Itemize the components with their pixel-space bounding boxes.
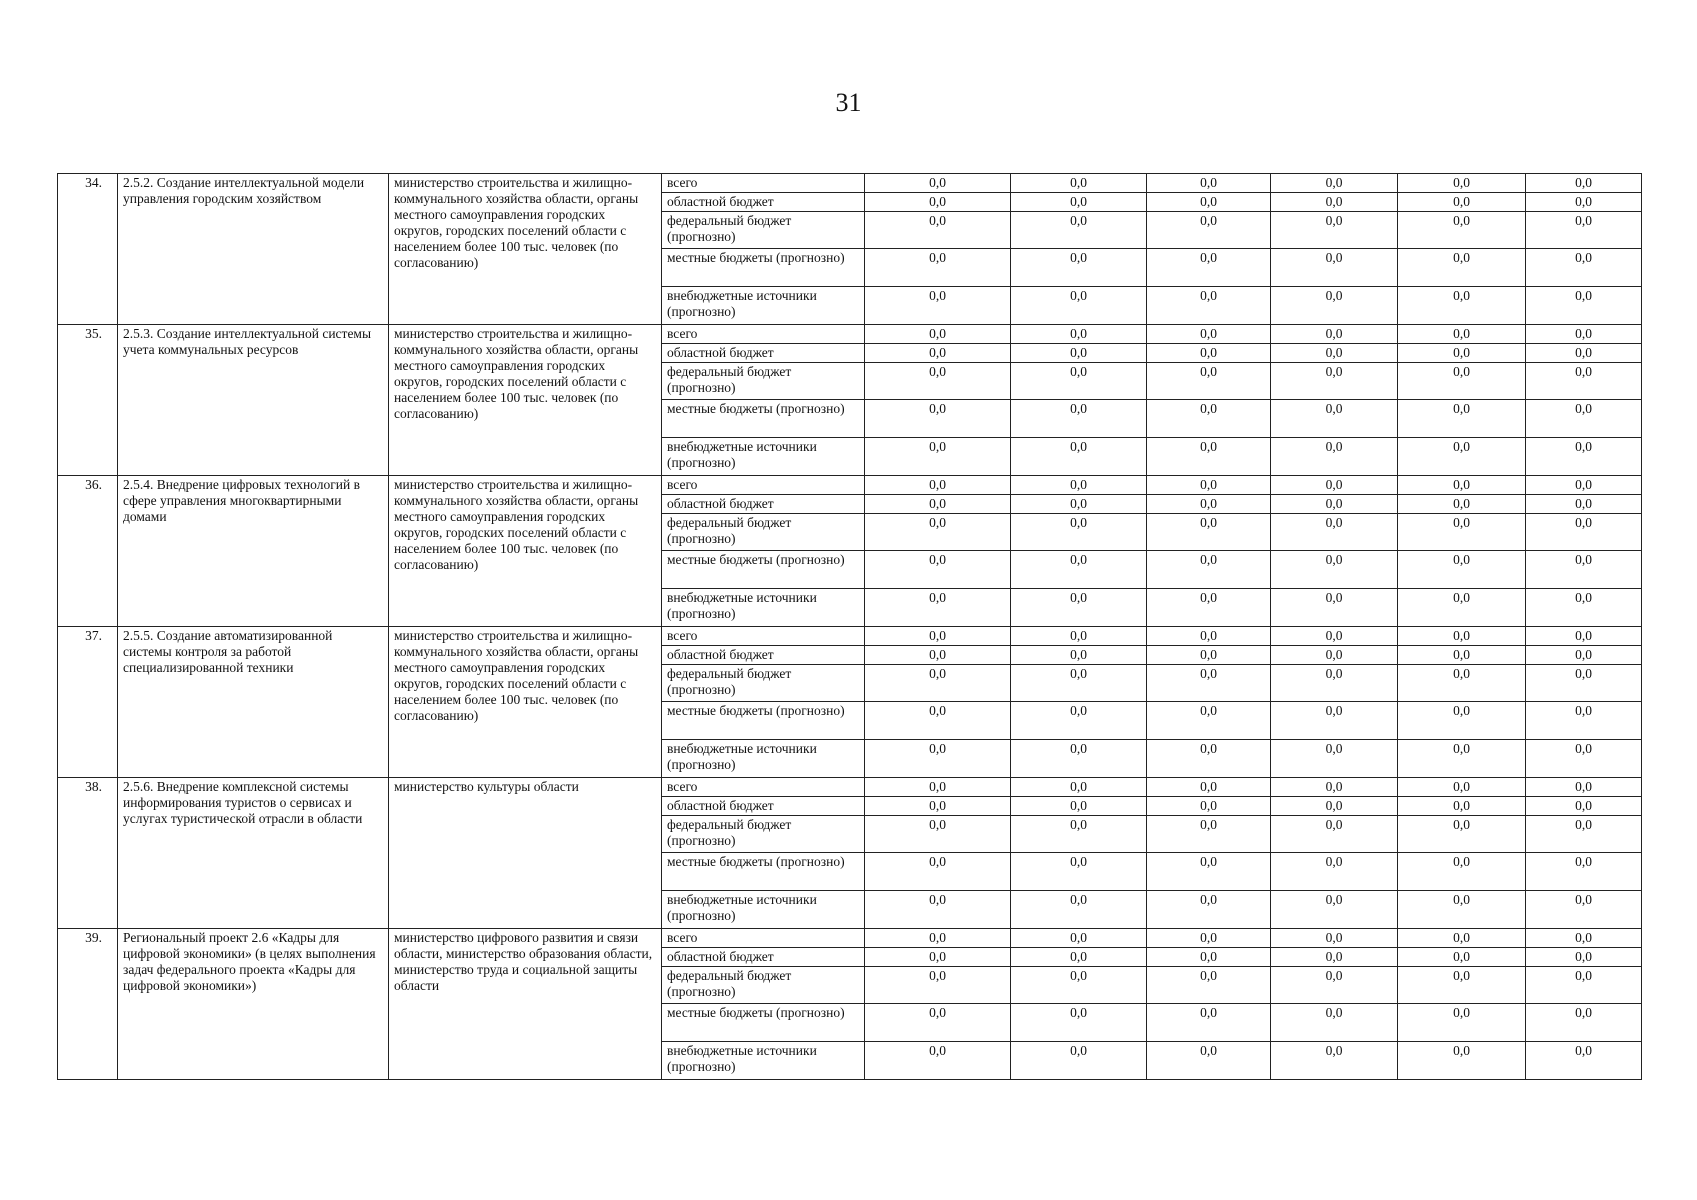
funding-value: 0,0 (1271, 646, 1398, 665)
funding-value: 0,0 (1147, 551, 1271, 589)
funding-value: 0,0 (1271, 929, 1398, 948)
funding-value: 0,0 (1398, 495, 1526, 514)
funding-value: 0,0 (1271, 702, 1398, 740)
funding-value: 0,0 (1147, 344, 1271, 363)
funding-value: 0,0 (1398, 476, 1526, 495)
table-row (58, 476, 1642, 495)
row-number: 39. (58, 929, 118, 1080)
row-number: 38. (58, 778, 118, 929)
funding-value: 0,0 (1526, 929, 1642, 948)
funding-value: 0,0 (1011, 249, 1147, 287)
funding-value: 0,0 (1271, 740, 1398, 778)
funding-value: 0,0 (865, 514, 1011, 551)
funding-value: 0,0 (1011, 325, 1147, 344)
funding-value: 0,0 (1526, 400, 1642, 438)
funding-source: внебюджетные источники (прогнозно) (662, 1042, 865, 1080)
funding-value: 0,0 (865, 325, 1011, 344)
funding-value: 0,0 (1526, 249, 1642, 287)
funding-value: 0,0 (1398, 363, 1526, 400)
funding-value: 0,0 (1398, 400, 1526, 438)
funding-value: 0,0 (865, 589, 1011, 627)
funding-value: 0,0 (865, 212, 1011, 249)
funding-value: 0,0 (1147, 495, 1271, 514)
funding-value: 0,0 (1526, 778, 1642, 797)
row-number: 34. (58, 174, 118, 325)
funding-source: всего (662, 627, 865, 646)
funding-value: 0,0 (1011, 174, 1147, 193)
funding-value: 0,0 (1147, 438, 1271, 476)
funding-value: 0,0 (865, 797, 1011, 816)
funding-value: 0,0 (1011, 665, 1147, 702)
funding-value: 0,0 (1398, 967, 1526, 1004)
funding-value: 0,0 (1147, 589, 1271, 627)
funding-value: 0,0 (1526, 702, 1642, 740)
funding-value: 0,0 (1398, 816, 1526, 853)
funding-value: 0,0 (1011, 400, 1147, 438)
funding-value: 0,0 (1147, 476, 1271, 495)
funding-value: 0,0 (1526, 816, 1642, 853)
funding-value: 0,0 (1398, 1042, 1526, 1080)
funding-table (57, 173, 1642, 1080)
row-number: 36. (58, 476, 118, 627)
funding-value: 0,0 (1271, 1042, 1398, 1080)
funding-source: федеральный бюджет (прогнозно) (662, 665, 865, 702)
funding-value: 0,0 (1011, 740, 1147, 778)
funding-value: 0,0 (1271, 193, 1398, 212)
funding-source: областной бюджет (662, 344, 865, 363)
funding-value: 0,0 (865, 193, 1011, 212)
funding-source: внебюджетные источники (прогнозно) (662, 287, 865, 325)
funding-value: 0,0 (1398, 344, 1526, 363)
measure-name: 2.5.6. Внедрение комплексной системы информирования туристов о сервисах и услугах туристической отрасли в области (118, 778, 389, 929)
funding-value: 0,0 (1526, 287, 1642, 325)
funding-value: 0,0 (1398, 627, 1526, 646)
funding-source: местные бюджеты (прогнозно) (662, 853, 865, 891)
row-number: 37. (58, 627, 118, 778)
funding-value: 0,0 (1147, 891, 1271, 929)
funding-value: 0,0 (1011, 363, 1147, 400)
funding-value: 0,0 (1271, 627, 1398, 646)
measure-name: 2.5.5. Создание автоматизированной системы контроля за работой специализированной техники (118, 627, 389, 778)
funding-value: 0,0 (1271, 363, 1398, 400)
funding-value: 0,0 (1011, 797, 1147, 816)
funding-source: всего (662, 476, 865, 495)
funding-value: 0,0 (1011, 816, 1147, 853)
funding-value: 0,0 (1147, 665, 1271, 702)
funding-value: 0,0 (865, 344, 1011, 363)
funding-value: 0,0 (1271, 948, 1398, 967)
funding-value: 0,0 (1271, 325, 1398, 344)
funding-source: федеральный бюджет (прогнозно) (662, 212, 865, 249)
funding-source: внебюджетные источники (прогнозно) (662, 589, 865, 627)
funding-value: 0,0 (1526, 646, 1642, 665)
funding-value: 0,0 (865, 646, 1011, 665)
funding-value: 0,0 (1271, 853, 1398, 891)
row-number: 35. (58, 325, 118, 476)
funding-value: 0,0 (1526, 1004, 1642, 1042)
funding-source: всего (662, 929, 865, 948)
funding-value: 0,0 (865, 400, 1011, 438)
funding-value: 0,0 (865, 627, 1011, 646)
funding-source: федеральный бюджет (прогнозно) (662, 363, 865, 400)
funding-value: 0,0 (865, 853, 1011, 891)
funding-value: 0,0 (1271, 967, 1398, 1004)
funding-value: 0,0 (865, 929, 1011, 948)
funding-value: 0,0 (1398, 891, 1526, 929)
funding-value: 0,0 (1147, 1042, 1271, 1080)
funding-value: 0,0 (1011, 853, 1147, 891)
funding-source: областной бюджет (662, 646, 865, 665)
funding-value: 0,0 (1147, 646, 1271, 665)
page-number: 31 (835, 88, 862, 117)
funding-value: 0,0 (865, 363, 1011, 400)
funding-value: 0,0 (1147, 702, 1271, 740)
funding-value: 0,0 (1147, 853, 1271, 891)
responsible-executor: министерство строительства и жилищно-коммунального хозяйства области, органы местного самоуправления городских округов, городских поселений области с населением более 100 тыс. человек (по согласованию) (389, 174, 662, 325)
funding-value: 0,0 (1271, 816, 1398, 853)
funding-source: федеральный бюджет (прогнозно) (662, 816, 865, 853)
funding-value: 0,0 (1011, 646, 1147, 665)
funding-value: 0,0 (1526, 1042, 1642, 1080)
funding-value: 0,0 (1147, 363, 1271, 400)
funding-value: 0,0 (1526, 174, 1642, 193)
funding-value: 0,0 (1271, 174, 1398, 193)
funding-value: 0,0 (1271, 589, 1398, 627)
responsible-executor: министерство культуры области (389, 778, 662, 929)
funding-value: 0,0 (865, 948, 1011, 967)
funding-value: 0,0 (1271, 495, 1398, 514)
funding-value: 0,0 (1526, 344, 1642, 363)
table-row (58, 174, 1642, 193)
funding-value: 0,0 (1526, 514, 1642, 551)
funding-value: 0,0 (1526, 740, 1642, 778)
funding-source: местные бюджеты (прогнозно) (662, 702, 865, 740)
funding-value: 0,0 (865, 551, 1011, 589)
funding-value: 0,0 (865, 495, 1011, 514)
funding-value: 0,0 (1271, 778, 1398, 797)
funding-source: внебюджетные источники (прогнозно) (662, 438, 865, 476)
funding-value: 0,0 (1398, 646, 1526, 665)
funding-value: 0,0 (1147, 627, 1271, 646)
funding-value: 0,0 (1271, 212, 1398, 249)
funding-value: 0,0 (1011, 627, 1147, 646)
funding-value: 0,0 (1271, 476, 1398, 495)
funding-value: 0,0 (1271, 344, 1398, 363)
funding-source: местные бюджеты (прогнозно) (662, 400, 865, 438)
funding-value: 0,0 (1398, 702, 1526, 740)
funding-value: 0,0 (1011, 476, 1147, 495)
funding-value: 0,0 (1398, 514, 1526, 551)
funding-value: 0,0 (865, 1004, 1011, 1042)
funding-value: 0,0 (1011, 929, 1147, 948)
funding-value: 0,0 (1011, 438, 1147, 476)
funding-value: 0,0 (1011, 702, 1147, 740)
funding-source: всего (662, 778, 865, 797)
funding-value: 0,0 (1011, 551, 1147, 589)
funding-value: 0,0 (1271, 665, 1398, 702)
funding-source: областной бюджет (662, 495, 865, 514)
funding-value: 0,0 (1147, 174, 1271, 193)
funding-value: 0,0 (1526, 627, 1642, 646)
funding-value: 0,0 (865, 740, 1011, 778)
funding-value: 0,0 (865, 1042, 1011, 1080)
funding-value: 0,0 (1011, 967, 1147, 1004)
funding-value: 0,0 (1271, 438, 1398, 476)
funding-value: 0,0 (865, 174, 1011, 193)
funding-value: 0,0 (1147, 193, 1271, 212)
funding-source: областной бюджет (662, 797, 865, 816)
funding-value: 0,0 (1011, 948, 1147, 967)
funding-value: 0,0 (1398, 929, 1526, 948)
funding-source: всего (662, 325, 865, 344)
funding-value: 0,0 (1398, 249, 1526, 287)
funding-source: областной бюджет (662, 948, 865, 967)
funding-value: 0,0 (1398, 948, 1526, 967)
funding-value: 0,0 (1011, 891, 1147, 929)
measure-name: 2.5.4. Внедрение цифровых технологий в сфере управления многоквартирными домами (118, 476, 389, 627)
funding-value: 0,0 (1398, 174, 1526, 193)
funding-value: 0,0 (1526, 212, 1642, 249)
funding-value: 0,0 (1147, 287, 1271, 325)
funding-value: 0,0 (1011, 344, 1147, 363)
funding-value: 0,0 (865, 476, 1011, 495)
funding-value: 0,0 (1147, 816, 1271, 853)
funding-value: 0,0 (1398, 853, 1526, 891)
funding-value: 0,0 (1147, 929, 1271, 948)
funding-value: 0,0 (1011, 589, 1147, 627)
funding-value: 0,0 (1526, 589, 1642, 627)
funding-value: 0,0 (1147, 967, 1271, 1004)
funding-value: 0,0 (1011, 495, 1147, 514)
funding-value: 0,0 (1526, 551, 1642, 589)
funding-value: 0,0 (1526, 476, 1642, 495)
funding-value: 0,0 (1526, 193, 1642, 212)
funding-value: 0,0 (1147, 249, 1271, 287)
funding-value: 0,0 (1398, 287, 1526, 325)
funding-value: 0,0 (1398, 325, 1526, 344)
funding-value: 0,0 (1271, 891, 1398, 929)
funding-value: 0,0 (1398, 438, 1526, 476)
funding-value: 0,0 (1147, 212, 1271, 249)
funding-value: 0,0 (1011, 1004, 1147, 1042)
funding-value: 0,0 (1147, 797, 1271, 816)
funding-value: 0,0 (1271, 249, 1398, 287)
measure-name: 2.5.3. Создание интеллектуальной системы учета коммунальных ресурсов (118, 325, 389, 476)
funding-value: 0,0 (1011, 514, 1147, 551)
funding-value: 0,0 (1526, 797, 1642, 816)
funding-value: 0,0 (1271, 287, 1398, 325)
funding-value: 0,0 (1526, 325, 1642, 344)
funding-value: 0,0 (1398, 1004, 1526, 1042)
funding-value: 0,0 (1526, 891, 1642, 929)
funding-source: федеральный бюджет (прогнозно) (662, 967, 865, 1004)
funding-source: внебюджетные источники (прогнозно) (662, 740, 865, 778)
funding-value: 0,0 (1011, 1042, 1147, 1080)
table-row (58, 627, 1642, 646)
funding-value: 0,0 (1398, 551, 1526, 589)
responsible-executor: министерство цифрового развития и связи области, министерство образования области, министерство труда и социальной защиты области (389, 929, 662, 1080)
funding-value: 0,0 (1271, 551, 1398, 589)
table-row (58, 929, 1642, 948)
funding-value: 0,0 (1526, 948, 1642, 967)
funding-value: 0,0 (865, 967, 1011, 1004)
funding-value: 0,0 (865, 891, 1011, 929)
responsible-executor: министерство строительства и жилищно-коммунального хозяйства области, органы местного самоуправления городских округов, городских поселений области с населением более 100 тыс. человек (по согласованию) (389, 325, 662, 476)
funding-value: 0,0 (1398, 778, 1526, 797)
table-row (58, 325, 1642, 344)
funding-value: 0,0 (1147, 740, 1271, 778)
funding-value: 0,0 (1011, 193, 1147, 212)
funding-value: 0,0 (1271, 514, 1398, 551)
funding-value: 0,0 (1398, 665, 1526, 702)
funding-value: 0,0 (1147, 948, 1271, 967)
responsible-executor: министерство строительства и жилищно-коммунального хозяйства области, органы местного самоуправления городских округов, городских поселений области с населением более 100 тыс. человек (по согласованию) (389, 627, 662, 778)
funding-source: местные бюджеты (прогнозно) (662, 551, 865, 589)
funding-value: 0,0 (1147, 778, 1271, 797)
table-row (58, 778, 1642, 797)
funding-value: 0,0 (865, 665, 1011, 702)
funding-value: 0,0 (865, 438, 1011, 476)
funding-value: 0,0 (1398, 193, 1526, 212)
measure-name: Региональный проект 2.6 «Кадры для цифровой экономики» (в целях выполнения задач федерального проекта «Кадры для цифровой экономики») (118, 929, 389, 1080)
funding-source: всего (662, 174, 865, 193)
funding-value: 0,0 (1398, 740, 1526, 778)
responsible-executor: министерство строительства и жилищно-коммунального хозяйства области, органы местного самоуправления городских округов, городских поселений области с населением более 100 тыс. человек (по согласованию) (389, 476, 662, 627)
funding-value: 0,0 (1398, 797, 1526, 816)
funding-source: местные бюджеты (прогнозно) (662, 1004, 865, 1042)
funding-value: 0,0 (1526, 853, 1642, 891)
funding-value: 0,0 (865, 287, 1011, 325)
funding-value: 0,0 (1147, 400, 1271, 438)
measure-name: 2.5.2. Создание интеллектуальной модели управления городским хозяйством (118, 174, 389, 325)
funding-value: 0,0 (1011, 778, 1147, 797)
funding-value: 0,0 (865, 249, 1011, 287)
funding-value: 0,0 (865, 778, 1011, 797)
funding-source: областной бюджет (662, 193, 865, 212)
funding-source: федеральный бюджет (прогнозно) (662, 514, 865, 551)
funding-value: 0,0 (1526, 665, 1642, 702)
funding-source: местные бюджеты (прогнозно) (662, 249, 865, 287)
funding-value: 0,0 (1147, 1004, 1271, 1042)
funding-value: 0,0 (1011, 212, 1147, 249)
funding-value: 0,0 (1011, 287, 1147, 325)
funding-value: 0,0 (1271, 797, 1398, 816)
funding-value: 0,0 (1398, 212, 1526, 249)
funding-value: 0,0 (1526, 967, 1642, 1004)
funding-value: 0,0 (1147, 325, 1271, 344)
funding-value: 0,0 (1271, 1004, 1398, 1042)
funding-value: 0,0 (865, 816, 1011, 853)
funding-value: 0,0 (1147, 514, 1271, 551)
funding-source: внебюджетные источники (прогнозно) (662, 891, 865, 929)
funding-value: 0,0 (1271, 400, 1398, 438)
funding-value: 0,0 (1526, 363, 1642, 400)
funding-value: 0,0 (1526, 495, 1642, 514)
funding-value: 0,0 (865, 702, 1011, 740)
funding-value: 0,0 (1526, 438, 1642, 476)
funding-value: 0,0 (1398, 589, 1526, 627)
